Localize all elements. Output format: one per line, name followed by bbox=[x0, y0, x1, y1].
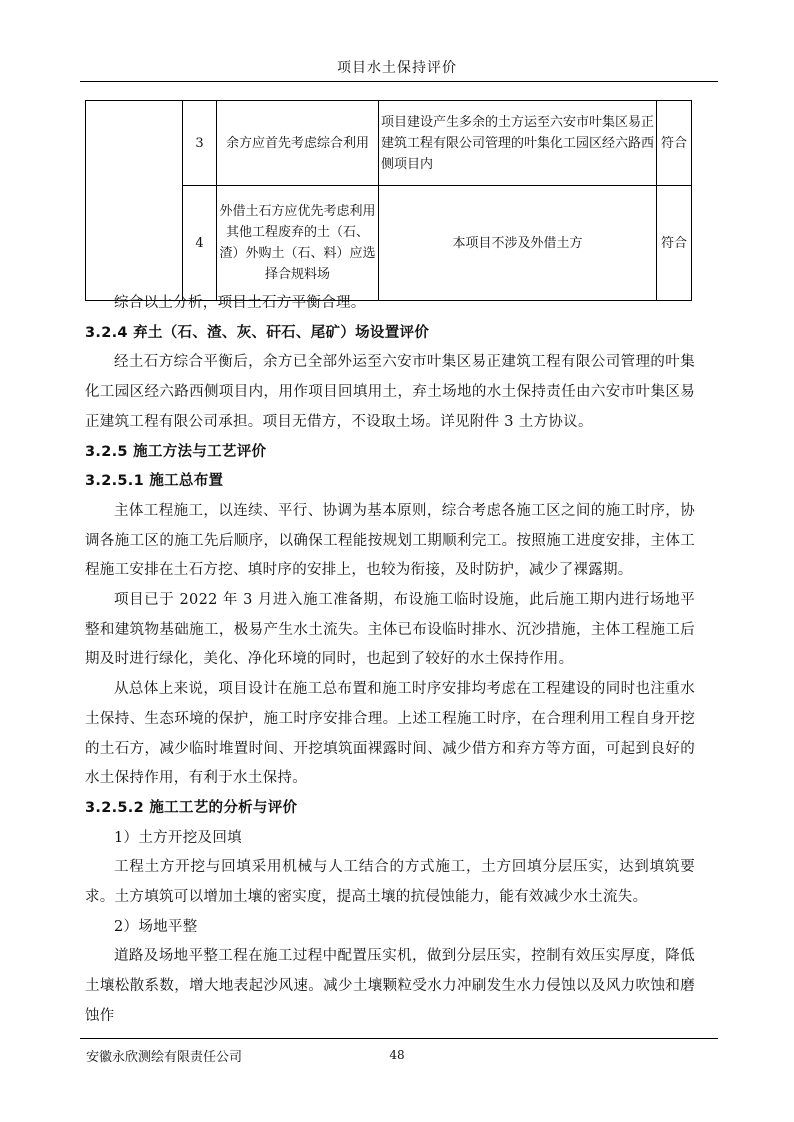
body-content bbox=[85, 289, 695, 1032]
section-heading: 3.2.4 弃土（石、渣、灰、矸石、尾矿）场设置评价 bbox=[85, 324, 430, 341]
result-cell: 符合 bbox=[657, 186, 692, 301]
paragraph: 综合以上分析，项目土石方平衡合理。 bbox=[114, 295, 366, 311]
page-number: 48 bbox=[389, 1048, 405, 1062]
requirement-cell: 外借土石方应优先考虑利用其他工程废弃的土（石、渣）外购土（石、料）应选择合规料场 bbox=[217, 186, 379, 301]
requirement-cell: 余方应首先考虑综合利用 bbox=[217, 101, 379, 186]
footer-company: 安徽永欣测绘有限责任公司 bbox=[86, 1050, 243, 1065]
row-number-cell: 4 bbox=[183, 186, 217, 301]
situation-cell: 项目建设产生多余的土方运至六安市叶集区易正建筑工程有限公司管理的叶集化工园区经六路西侧项目内 bbox=[379, 101, 657, 186]
list-subheading: 1）土方开挖及回填 bbox=[114, 829, 242, 846]
header-divider bbox=[80, 81, 718, 82]
table-row bbox=[86, 101, 692, 186]
merged-category-cell bbox=[86, 101, 183, 301]
situation-cell: 本项目不涉及外借土方 bbox=[379, 186, 657, 301]
paragraph: 经土石方综合平衡后，余方已全部外运至六安市叶集区易正建筑工程有限公司管理的叶集化工园区经六路西侧项目内，用作项目回填用土，弃土场地的水土保持责任由六安市叶集区易正建筑工程有限公司承担。项目无借方，不设取土场。详见附件 3 土方协议。 bbox=[85, 354, 695, 430]
section-heading: 3.2.5 施工方法与工艺评价 bbox=[85, 443, 267, 460]
subsection-heading: 3.2.5.1 施工总布置 bbox=[85, 473, 224, 490]
paragraph: 道路及场地平整工程在施工过程中配置压实机，做到分层压实，控制有效压实厚度，降低土壤松散系数，增大地表起沙风速。减少土壤颗粒受水力冲刷发生水力侵蚀以及风力吹蚀和磨蚀作 bbox=[85, 948, 695, 1024]
paragraph: 主体工程施工，以连续、平行、协调为基本原则，综合考虑各施工区之间的施工时序，协调各施工区的施工先后顺序，以确保工程能按规划工期顺利完工。按照施工进度安排，主体工程施工安排在土石方挖、填时序的安排上，也较为衔接，及时防护，减少了裸露期。 bbox=[85, 502, 695, 579]
list-subheading: 2）场地平整 bbox=[114, 918, 198, 935]
subsection-heading: 3.2.5.2 施工工艺的分析与评价 bbox=[85, 799, 298, 816]
footer-divider bbox=[80, 1038, 718, 1039]
evaluation-table bbox=[85, 100, 692, 301]
paragraph: 项目已于 2022 年 3 月进入施工准备期，布设施工临时设施，此后施工期内进行场地平整和建筑物基础施工，极易产生水土流失。主体已布设临时排水、沉沙措施，主体工程施工后期及时进行绿化，美化、净化环境的同时，也起到了较好的水土保持作用。 bbox=[85, 592, 695, 668]
row-number-cell: 3 bbox=[183, 101, 217, 186]
result-cell: 符合 bbox=[657, 101, 692, 186]
paragraph: 工程土方开挖与回填采用机械与人工结合的方式施工，土方回填分层压实，达到填筑要求。土方填筑可以增加土壤的密实度，提高土壤的抗侵蚀能力，能有效减少水土流失。 bbox=[85, 859, 695, 906]
page-header-title: 项目水土保持评价 bbox=[337, 60, 457, 76]
paragraph: 从总体上来说，项目设计在施工总布置和施工时序安排均考虑在工程建设的同时也注重水土保持、生态环境的保护，施工时序安排合理。上述工程施工时序，在合理利用工程自身开挖的土石方，减少临时堆置时间、开挖填筑面裸露时间、减少借方和弃方等方面，可起到良好的水土保持作用，有利于水土保持。 bbox=[85, 681, 695, 787]
